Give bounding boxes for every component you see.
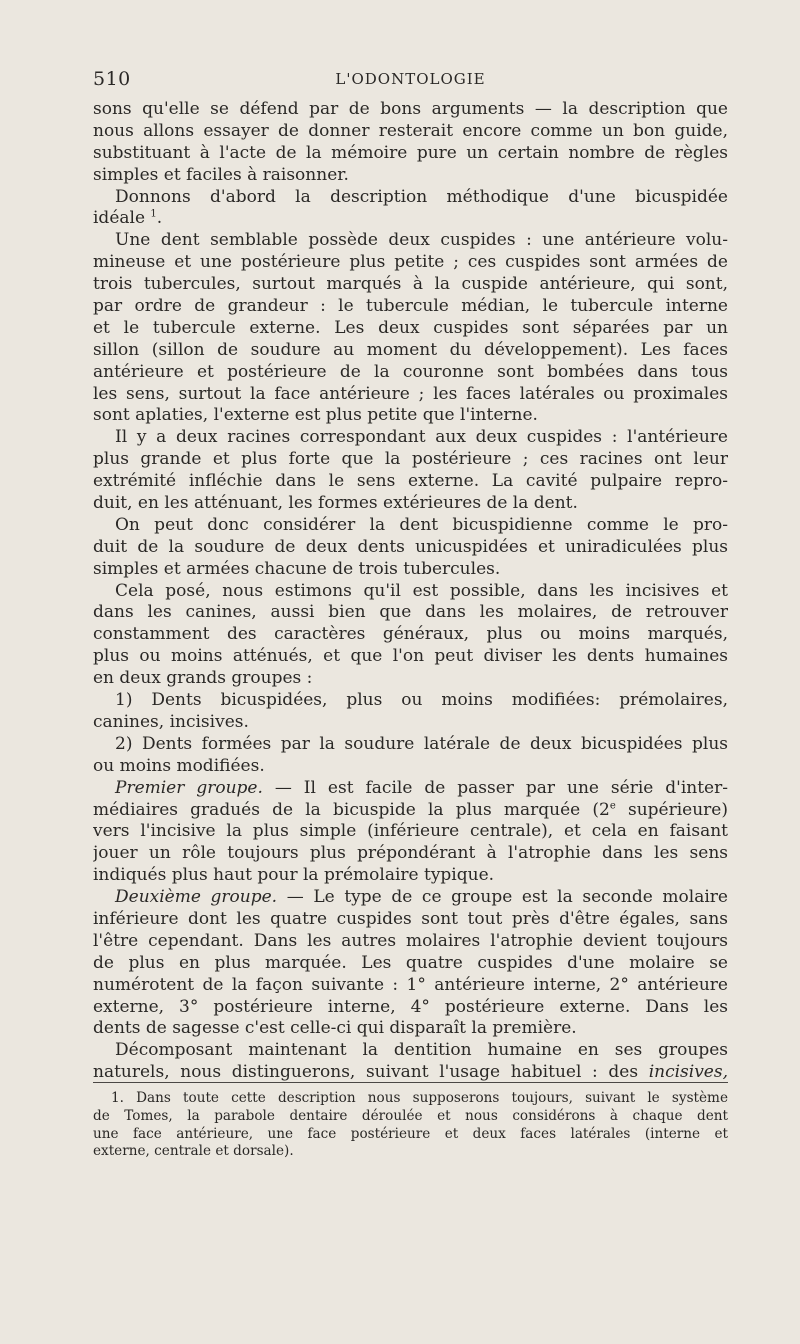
text-span: médiaires gradués de la bicuspide la plus marquée (2 <box>93 799 610 820</box>
text-line: antérieure et postérieure de la couronne sont bombées dans tous <box>93 361 728 382</box>
text-line: constamment des caractères généraux, plus ou moins marqués, <box>93 624 728 645</box>
text-span: — Il est facile de passer par une série d'inter- <box>274 777 728 798</box>
italic-word: incisives, <box>648 1062 728 1083</box>
text-line: nous allons essayer de donner resterait encore comme un bon guide, <box>93 120 728 141</box>
superscript: e <box>609 799 616 811</box>
text-line: inférieure dont les quatre cuspides sont tout près d'être égales, sans <box>93 908 728 929</box>
text-line: simples et armées chacune de trois tubercules. <box>93 558 501 579</box>
footnote-line: externe, centrale et dorsale). <box>93 1143 294 1160</box>
text-span: naturels, nous distinguerons, suivant l'usage habituel : des <box>93 1062 639 1083</box>
text-line <box>93 778 728 800</box>
text-line: plus grande et plus forte que la postérieure ; ces racines ont leur <box>93 449 728 470</box>
text-line: vers l'incisive la plus simple (inférieure centrale), et cela en faisant <box>93 821 728 842</box>
text-line: de plus en plus marquée. Les quatre cuspides d'une molaire se <box>93 952 728 973</box>
text-span: — Le type de ce groupe est la seconde molaire <box>286 887 728 908</box>
text-line: mineuse et une postérieure plus petite ; ces cuspides sont armées de <box>93 252 728 273</box>
text-line: dans les canines, aussi bien que dans les molaires, de retrouver <box>93 602 728 623</box>
text-span: supérieure) <box>615 799 728 820</box>
footnotes <box>93 1090 728 1161</box>
text-line: Une dent semblable possède deux cuspides : une antérieure volu- <box>115 230 728 251</box>
footnote-line: une face antérieure, une face postérieure et deux faces latérales (interne et <box>93 1125 728 1142</box>
section-heading-deuxieme-groupe: Deuxième groupe. <box>115 887 278 908</box>
text-line: en deux grands groupes : <box>93 668 313 689</box>
text-line <box>93 208 728 230</box>
text-line: 2) Dents formées par la soudure latérale de deux bicuspidées plus <box>115 733 728 754</box>
text-line: les sens, surtout la face antérieure ; les faces latérales ou proximales <box>93 383 728 404</box>
running-title: L'ODONTOLOGIE <box>335 70 486 88</box>
text-line: substituant à l'acte de la mémoire pure un certain nombre de règles <box>93 142 728 163</box>
footnote-line: 1. Dans toute cette description nous supposerons toujours, suivant le système <box>111 1090 728 1106</box>
text-line: sont aplaties, l'externe est plus petite que l'interne. <box>93 405 538 426</box>
text-line: jouer un rôle toujours plus prépondérant à l'atrophie dans les sens <box>93 843 728 864</box>
text-line: et le tubercule externe. Les deux cuspides sont séparées par un <box>93 317 728 338</box>
text-line: plus ou moins atténués, et que l'on peut diviser les dents humaines <box>93 646 728 667</box>
text-line: extrémité infléchie dans le sens externe. La cavité pulpaire repro- <box>93 471 728 492</box>
text-line <box>93 800 728 822</box>
text-line: dents de sagesse c'est celle-ci qui disparaît la première. <box>93 1018 577 1039</box>
text-line: Donnons d'abord la description méthodique d'une bicuspidée <box>115 186 728 207</box>
text-line: duit, en les atténuant, les formes extérieures de la dent. <box>93 493 578 514</box>
text-line: On peut donc considérer la dent bicuspidienne comme le pro- <box>115 514 728 535</box>
text-line: numérotent de la façon suivante : 1° antérieure interne, 2° antérieure <box>93 974 728 995</box>
text-span: . <box>156 208 163 229</box>
text-line <box>93 887 728 909</box>
text-line: Décomposant maintenant la dentition humaine en ses groupes <box>115 1040 728 1061</box>
text-line: trois tubercules, surtout marqués à la cuspide antérieure, qui sont, <box>93 274 728 295</box>
text-line: 1) Dents bicuspidées, plus ou moins modifiées: prémolaires, <box>115 690 728 711</box>
text-line <box>93 1062 728 1084</box>
text-line: ou moins modifiées. <box>93 755 265 776</box>
text-line: simples et faciles à raisonner. <box>93 164 349 185</box>
text-line: externe, 3° postérieure interne, 4° postérieure externe. Dans les <box>93 996 728 1017</box>
main-text <box>93 99 728 1084</box>
text-line: Il y a deux racines correspondant aux deux cuspides : l'antérieure <box>115 427 728 448</box>
page-header <box>93 68 728 92</box>
text-line: canines, incisives. <box>93 711 249 732</box>
footnote-divider <box>93 1082 728 1083</box>
text-line: indiqués plus haut pour la prémolaire typique. <box>93 865 495 886</box>
footnote-reference: 1 <box>150 208 157 220</box>
text-line: Cela posé, nous estimons qu'il est possible, dans les incisives et <box>115 580 728 601</box>
footnote-line: de Tomes, la parabole dentaire déroulée et nous considérons à chaque dent <box>93 1107 728 1124</box>
text-span: idéale <box>93 208 146 229</box>
text-line: par ordre de grandeur : le tubercule médian, le tubercule interne <box>93 296 728 317</box>
page-number: 510 <box>93 68 131 90</box>
section-heading-premier-groupe: Premier groupe. <box>115 777 263 798</box>
text-line: duit de la soudure de deux dents unicuspidées et uniradiculées plus <box>93 536 728 557</box>
text-line: sillon (sillon de soudure au moment du développement). Les faces <box>93 339 728 360</box>
text-line: l'être cependant. Dans les autres molaires l'atrophie devient toujours <box>93 930 728 951</box>
text-line: sons qu'elle se défend par de bons arguments — la description que <box>93 99 728 119</box>
